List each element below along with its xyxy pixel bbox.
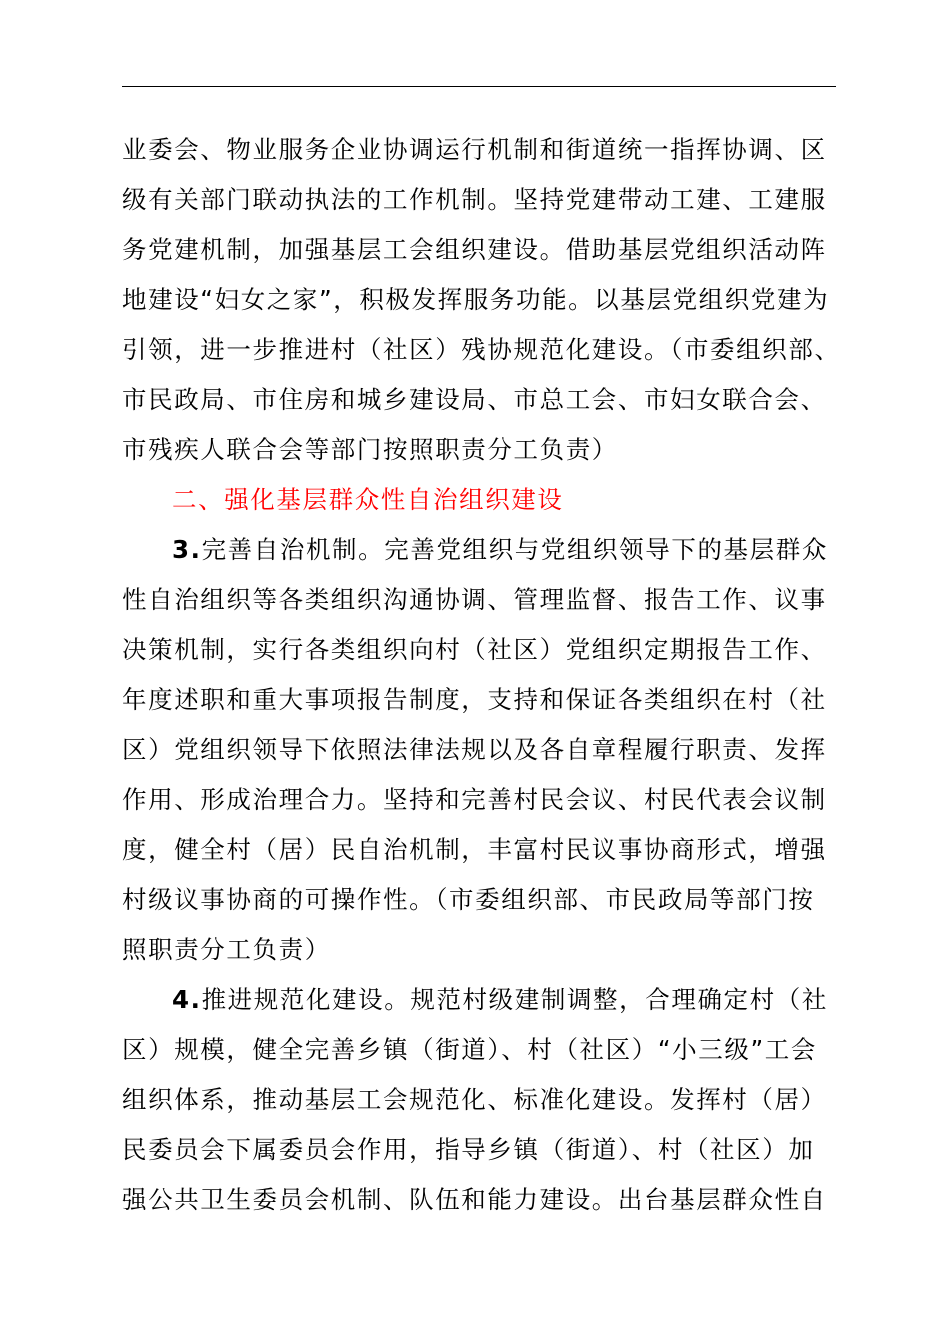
item-3-number: 3. — [172, 535, 202, 564]
text-line: 区）党组织领导下依照法律法规以及各自章程履行职责、发挥 — [122, 735, 827, 764]
header-rule — [122, 86, 836, 87]
text-line: 性自治组织等各类组织沟通协调、管理监督、报告工作、议事 — [122, 585, 827, 614]
text-line: 市民政局、市住房和城乡建设局、市总工会、市妇女联合会、 — [122, 385, 827, 414]
text-line: 年度述职和重大事项报告制度，支持和保证各类组织在村（社 — [122, 685, 827, 714]
text-line: 级有关部门联动执法的工作机制。坚持党建带动工建、工建服 — [122, 185, 827, 214]
text-line: 强公共卫生委员会机制、队伍和能力建设。出台基层群众性自 — [122, 1185, 827, 1214]
text-line: 组织体系，推动基层工会规范化、标准化建设。发挥村（居） — [122, 1085, 827, 1114]
text-line: 区）规模，健全完善乡镇（街道）、村（社区）“小三级”工会 — [122, 1035, 817, 1064]
text-line: 务党建机制，加强基层工会组织建设。借助基层党组织活动阵 — [122, 235, 827, 264]
text-line: 民委员会下属委员会作用，指导乡镇（街道）、村（社区）加 — [122, 1135, 815, 1164]
item-4-first-line — [172, 975, 828, 1025]
text-line: 村级议事协商的可操作性。（市委组织部、市民政局等部门按 — [122, 885, 815, 914]
text-line: 作用、形成治理合力。坚持和完善村民会议、村民代表会议制 — [122, 785, 827, 814]
text-line: 度，健全村（居）民自治机制，丰富村民议事协商形式，增强 — [122, 835, 827, 864]
item-4-title: 推进规范化建设。规范村级建制调整，合理确定村（社 — [201, 985, 828, 1014]
text-line: 照职责分工负责） — [122, 935, 331, 964]
text-line: 业委会、物业服务企业协调运行机制和街道统一指挥协调、区 — [122, 135, 827, 164]
section-heading: 二、强化基层群众性自治组织建设 — [172, 485, 564, 514]
text-line: 地建设“妇女之家”，积极发挥服务功能。以基层党组织党建为 — [122, 285, 830, 314]
text-line: 市残疾人联合会等部门按照职责分工负责） — [122, 435, 618, 464]
text-line: 决策机制，实行各类组织向村（社区）党组织定期报告工作、 — [122, 635, 827, 664]
item-4-number: 4. — [172, 985, 202, 1014]
item-3-first-line — [172, 525, 828, 575]
item-3-title: 完善自治机制。完善党组织与党组织领导下的基层群众 — [201, 535, 828, 564]
text-line: 引领，进一步推进村（社区）残协规范化建设。（市委组织部、 — [122, 335, 841, 364]
